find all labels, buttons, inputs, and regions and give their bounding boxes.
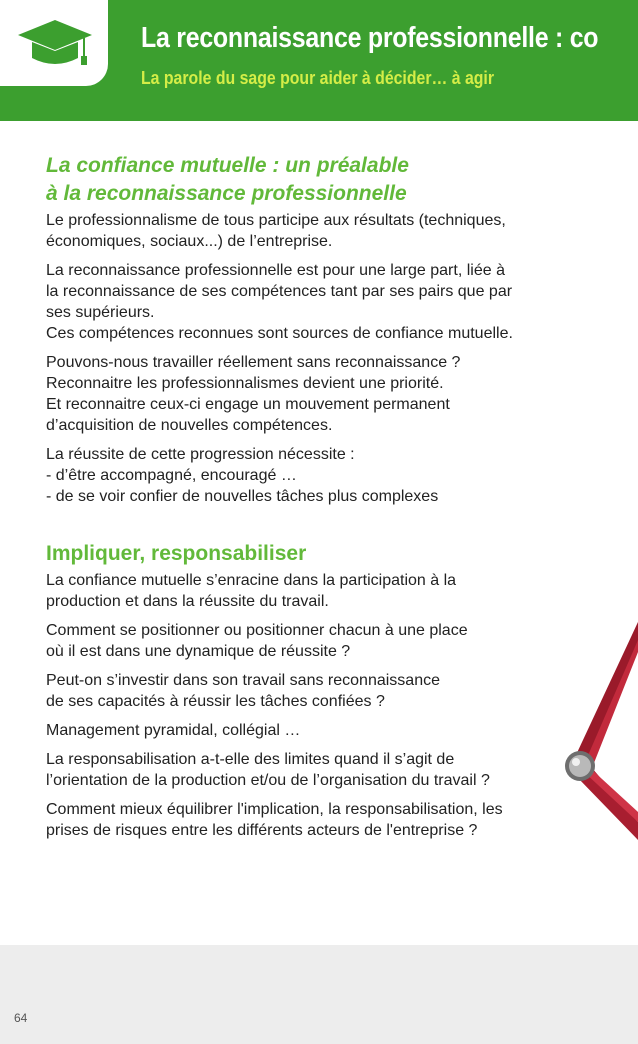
logo-tab xyxy=(0,0,108,86)
text-line: Peut-on s’investir dans son travail sans reconnaissance xyxy=(46,672,440,689)
text-line: Et reconnaitre ceux-ci engage un mouvement permanent xyxy=(46,396,450,413)
text-line: Management pyramidal, collégial … xyxy=(46,722,301,739)
page-title: La reconnaissance professionnelle : co xyxy=(141,22,599,54)
paragraph xyxy=(46,260,606,344)
paragraph xyxy=(46,444,606,507)
text-line: production et dans la réussite du travail. xyxy=(46,593,329,610)
article-body xyxy=(46,152,606,849)
paragraph xyxy=(46,720,606,741)
list-item: - d’être accompagné, encouragé … xyxy=(46,467,297,484)
text-line: Comment mieux équilibrer l'implication, la responsabilisation, les xyxy=(46,801,503,818)
paragraph xyxy=(46,352,606,436)
section-heading-line: Impliquer, responsabiliser xyxy=(46,542,307,565)
text-line: Pouvons-nous travailler réellement sans reconnaissance ? xyxy=(46,354,461,371)
header-band xyxy=(0,0,638,121)
paragraph xyxy=(46,620,606,662)
paragraph xyxy=(46,210,606,252)
text-line: Ces compétences reconnues sont sources de confiance mutuelle. xyxy=(46,325,513,342)
section-heading xyxy=(46,540,606,568)
text-line: La reconnaissance professionnelle est pour une large part, liée à xyxy=(46,262,505,279)
decorative-ribbon-illustration xyxy=(540,600,638,840)
text-line: Reconnaitre les professionnalismes devient une priorité. xyxy=(46,375,444,392)
text-line: La confiance mutuelle s’enracine dans la participation à la xyxy=(46,572,457,589)
paragraph xyxy=(46,670,606,712)
page-footer xyxy=(0,945,638,1044)
text-line: où il est dans une dynamique de réussite ? xyxy=(46,643,351,660)
paragraph xyxy=(46,570,606,612)
section-heading-line: La confiance mutuelle : un préalable xyxy=(46,154,409,177)
paragraph xyxy=(46,799,606,841)
text-line: l’orientation de la production et/ou de l’organisation du travail ? xyxy=(46,772,490,789)
section-heading-line: à la reconnaissance professionnelle xyxy=(46,182,407,205)
text-line: Le professionnalisme de tous participe aux résultats (techniques, xyxy=(46,212,506,229)
page-number: 64 xyxy=(14,1011,28,1025)
list-item: - de se voir confier de nouvelles tâches plus complexes xyxy=(46,488,439,505)
text-line: de ses capacités à réussir les tâches confiées ? xyxy=(46,693,385,710)
graduation-cap-icon xyxy=(16,14,94,74)
text-line: La réussite de cette progression nécessite : xyxy=(46,446,355,463)
paragraph xyxy=(46,749,606,791)
text-line: ses supérieurs. xyxy=(46,304,155,321)
text-line: La responsabilisation a-t-elle des limites quand il s’agit de xyxy=(46,751,455,768)
text-line: la reconnaissance de ses compétences tant par ses pairs que par xyxy=(46,283,513,300)
text-line: prises de risques entre les différents acteurs de l'entreprise ? xyxy=(46,822,478,839)
section-heading xyxy=(46,152,606,208)
text-line: Comment se positionner ou positionner chacun à une place xyxy=(46,622,468,639)
page-subtitle: La parole du sage pour aider à décider… à agir xyxy=(141,68,494,88)
text-line: d’acquisition de nouvelles compétences. xyxy=(46,417,333,434)
text-line: économiques, sociaux...) de l’entreprise. xyxy=(46,233,333,250)
